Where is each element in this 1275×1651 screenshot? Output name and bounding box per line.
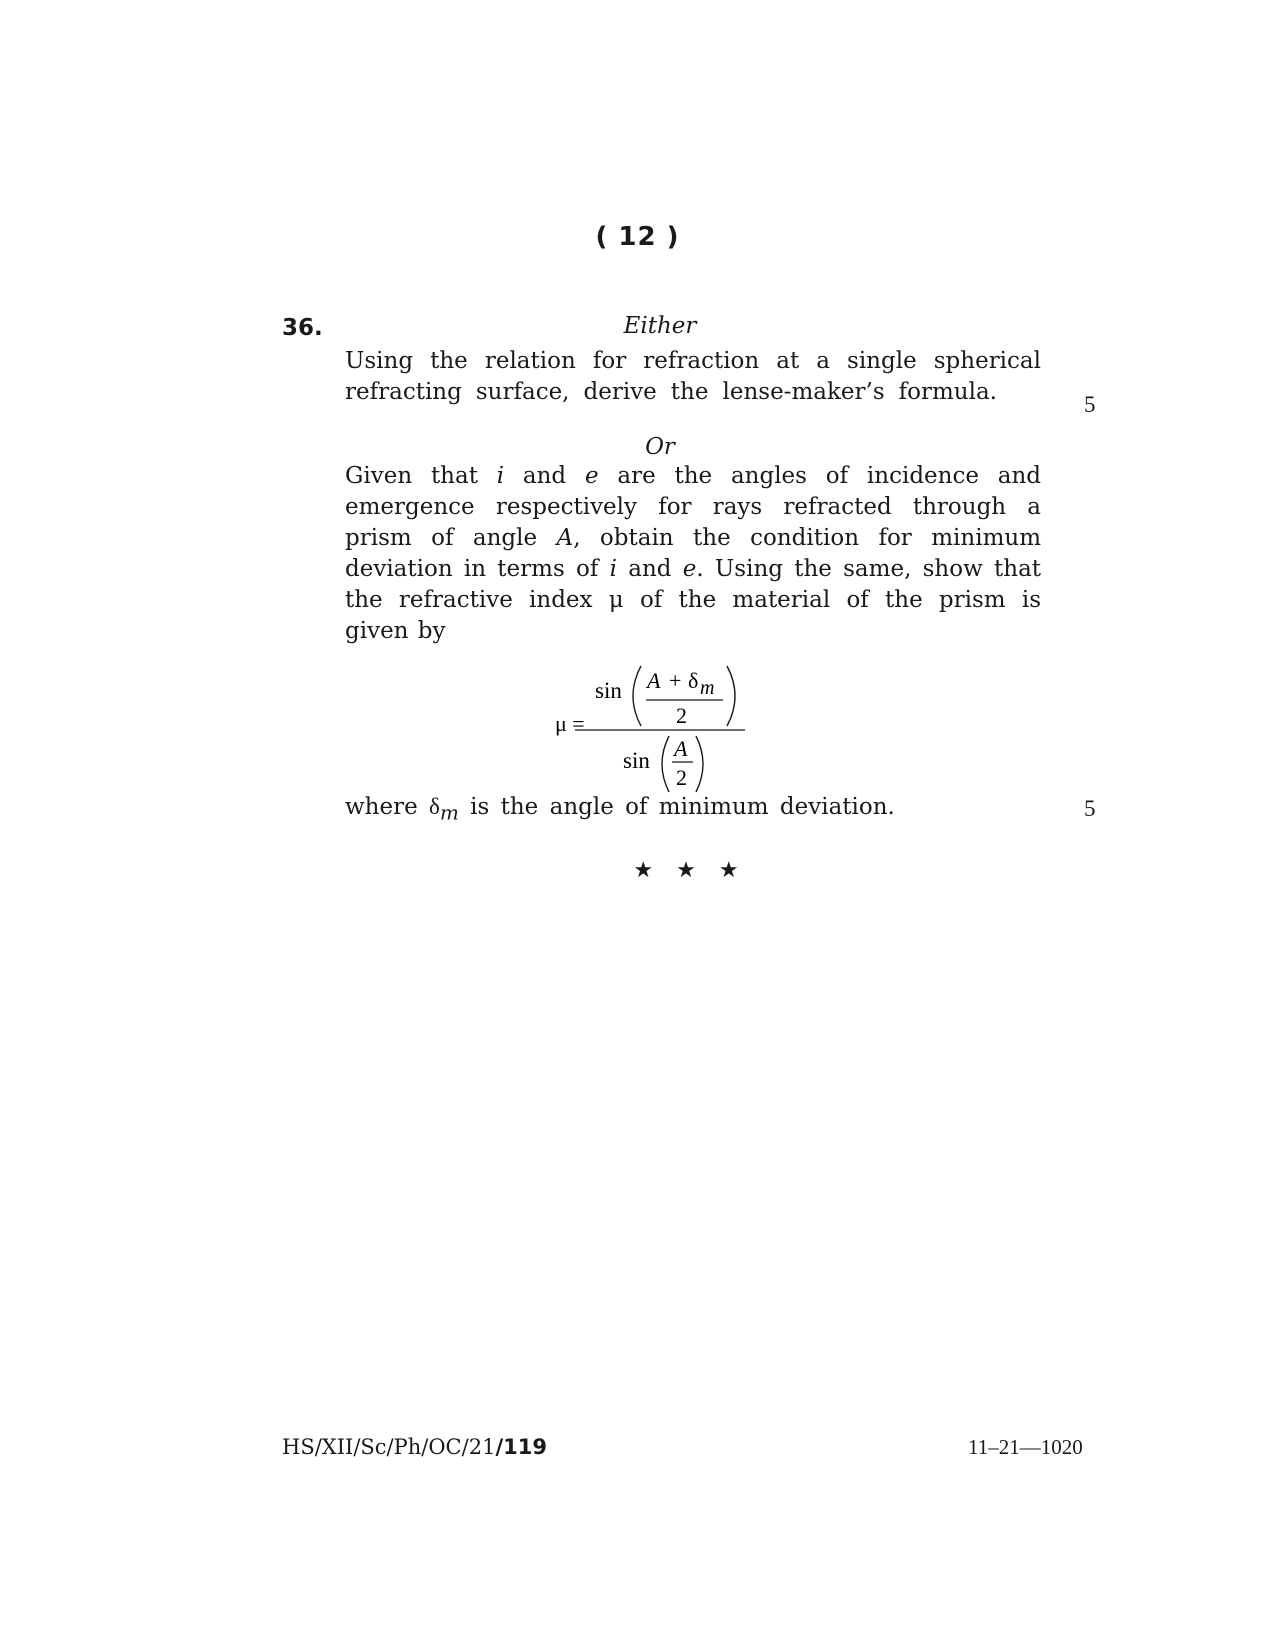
part-b-marks: 5 bbox=[1084, 796, 1096, 821]
end-stars: ★ ★ ★ bbox=[633, 858, 747, 883]
formula-den-A: A bbox=[674, 736, 688, 761]
print-code: 11–21—1020 bbox=[968, 1435, 1083, 1459]
formula-num-delta: δ bbox=[688, 668, 699, 693]
formula-num-den: 2 bbox=[676, 703, 687, 728]
question-number: 36. bbox=[282, 315, 323, 341]
formula-den-den: 2 bbox=[676, 765, 687, 790]
question-part-a bbox=[345, 346, 1041, 408]
formula-den-left-paren bbox=[662, 736, 669, 792]
part-a-marks: 5 bbox=[1084, 392, 1096, 417]
formula-num-plus: + bbox=[669, 668, 682, 693]
part-b-line-3: prism of angle A, obtain the condition for minimum bbox=[345, 525, 1042, 551]
refractive-index-formula bbox=[555, 658, 755, 793]
either-label: Either bbox=[623, 313, 697, 339]
formula-den-sin: sin bbox=[623, 748, 650, 773]
formula-num-sub: m bbox=[700, 677, 715, 699]
formula-lhs: μ = bbox=[555, 711, 585, 736]
formula-num-left-paren bbox=[633, 666, 641, 726]
part-b-line-6: given by bbox=[345, 618, 446, 644]
part-b-line-5: the refractive index μ of the material of the prism is bbox=[345, 587, 1042, 613]
part-a-line-1: Using the relation for refraction at a single spherical bbox=[345, 348, 1041, 374]
part-a-line-2: refracting surface, derive the lense-maker’s formula. bbox=[345, 379, 997, 405]
formula-den-right-paren bbox=[696, 736, 703, 792]
formula-num-sin: sin bbox=[595, 678, 622, 703]
part-b-line-4: deviation in terms of i and e. Using the same, show that bbox=[345, 556, 1042, 582]
formula-num-right-paren bbox=[727, 666, 735, 726]
or-label: Or bbox=[645, 434, 675, 460]
part-b-line-2: emergence respectively for rays refracted through a bbox=[345, 494, 1041, 520]
part-b-line-1: Given that i and e are the angles of incidence and bbox=[345, 463, 1042, 489]
where-line: where $\delta_m$ is the angle of minimum deviation. bbox=[345, 794, 895, 825]
page-number: ( 12 ) bbox=[595, 222, 680, 252]
question-part-b bbox=[345, 461, 1041, 647]
formula-num-A: A bbox=[647, 668, 661, 693]
paper-code: HS/XII/Sc/Ph/OC/21/119 bbox=[282, 1435, 547, 1459]
